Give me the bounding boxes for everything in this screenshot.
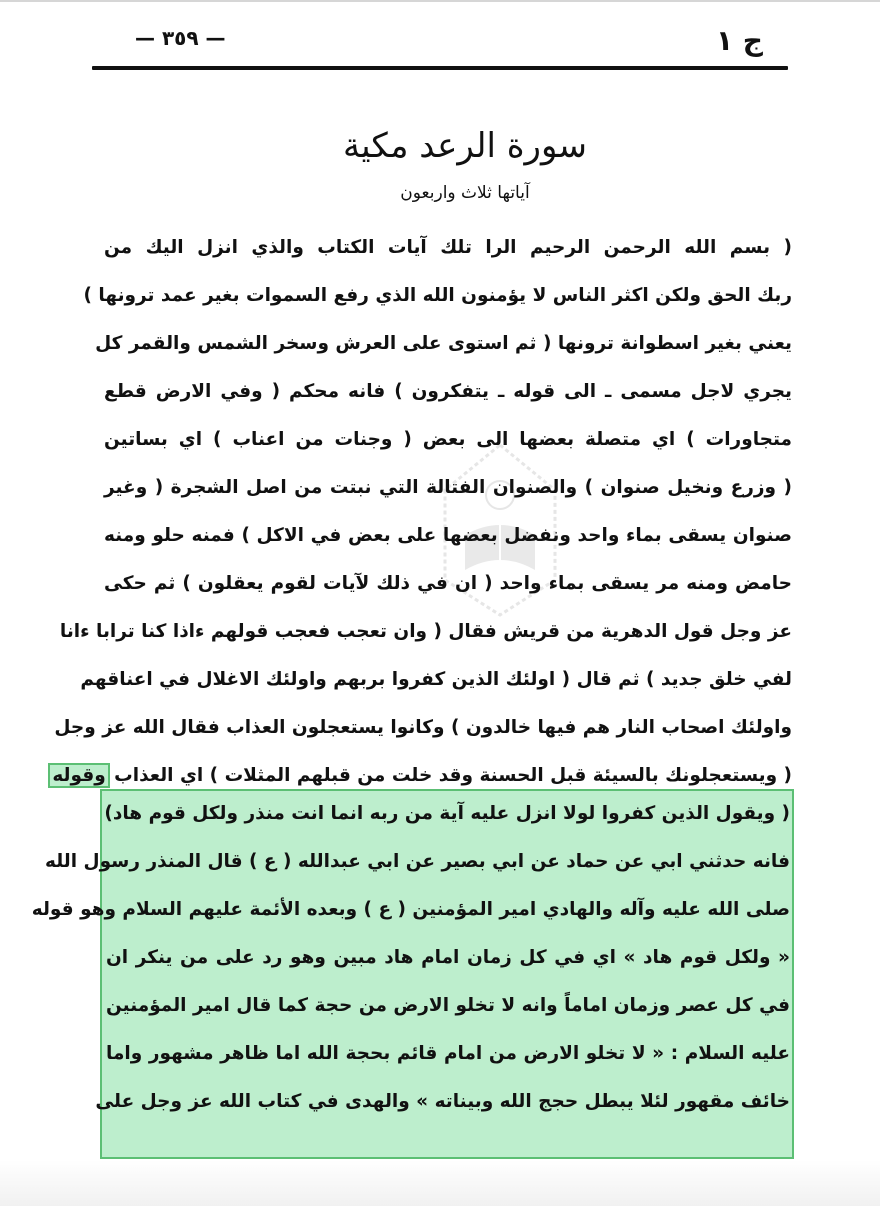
page-header	[95, 20, 785, 70]
text-line: لفي خلق جديد ) ثم قال ( اولئك الذين كفروا بربهم واولئك الاغلال في اعناقهم	[80, 669, 792, 690]
text-line: ( وزرع ونخيل صنوان ) والصنوان الفتالة التي نبتت من اصل الشجرة ( وغير	[104, 477, 792, 498]
surah-title: سورة الرعد مكية	[342, 126, 588, 166]
verse-count: آياتها ثلاث واربعون	[400, 183, 530, 203]
selected-text-line[interactable]: ( ويقول الذين كفروا لولا انزل عليه آية من ربه انما انت منذر ولكل قوم هاد)	[104, 803, 790, 824]
selected-text-line[interactable]: في كل عصر وزمان اماماً وانه لا تخلو الارض من حجة كما قال امير المؤمنين	[106, 995, 790, 1016]
text-line: واولئك اصحاب النار هم فيها خالدون ) وكانوا يستعجلون العذاب فقال الله عز وجل	[54, 717, 792, 738]
selected-text[interactable]	[31, 790, 790, 1126]
text-line: ( بسم الله الرحمن الرحيم الرا تلك آيات الكتاب والذي انزل اليك من	[104, 237, 792, 258]
header-rule	[92, 66, 788, 70]
viewer-bottom-fade	[0, 1160, 880, 1206]
text-line-plain: ( ويستعجلونك بالسيئة قبل الحسنة وقد خلت من قبلهم المثلات ) اي العذاب	[114, 765, 792, 786]
selected-text-line[interactable]: خائف مقهور لئلا يبطل حجج الله وبيناته » والهدى في كتاب الله عز وجل على	[95, 1091, 790, 1112]
text-line: صنوان يسقى بماء واحد ونفضل بعضها على بعض في الاكل ) فمنه حلو ومنه	[104, 525, 792, 546]
selected-text-line[interactable]: عليه السلام : « لا تخلو الارض من امام قائم بحجة الله اما ظاهر مشهور واما	[106, 1043, 790, 1064]
selected-text-line[interactable]: فانه حدثني ابي عن حماد عن ابي بصير عن ابي عبدالله ( ع ) قال المنذر رسول الله	[45, 851, 790, 872]
selected-text-line[interactable]: « ولكل قوم هاد » اي في كل زمان امام هاد مبين وهو رد على من ينكر ان	[106, 947, 790, 968]
text-line: يعني بغير اسطوانة ترونها ( ثم استوى على العرش وسخر الشمس والقمر كل	[95, 333, 792, 354]
selection-start-highlight[interactable]: وقوله	[52, 765, 106, 786]
volume-label: ج ١	[715, 24, 763, 57]
selected-text-line[interactable]: صلى الله عليه وآله والهادي امير المؤمنين ( ع ) وبعده الأئمة عليهم السلام وهو قوله	[31, 899, 790, 920]
text-line: يجري لاجل مسمى ـ الى قوله ـ يتفكرون ) فانه محكم ( وفي الارض قطع	[104, 381, 792, 402]
text-line: عز وجل قول الدهرية من قريش فقال ( وان تعجب فعجب قولهم ءاذا كنا ترابا ءانا	[59, 621, 792, 642]
body-text	[52, 224, 792, 800]
text-line: متجاورات ) اي متصلة بعضها الى بعض ( وجنات من اعناب ) اي بساتين	[104, 429, 792, 450]
text-line: ربك الحق ولكن اكثر الناس لا يؤمنون الله الذي رفع السموات بغير عمد ترونها )	[83, 285, 792, 306]
page-number: — ٣٥٩ —	[135, 26, 226, 50]
text-line: حامض ومنه مر يسقى بماء واحد ( ان في ذلك لآيات لقوم يعقلون ) ثم حكى	[104, 573, 792, 594]
